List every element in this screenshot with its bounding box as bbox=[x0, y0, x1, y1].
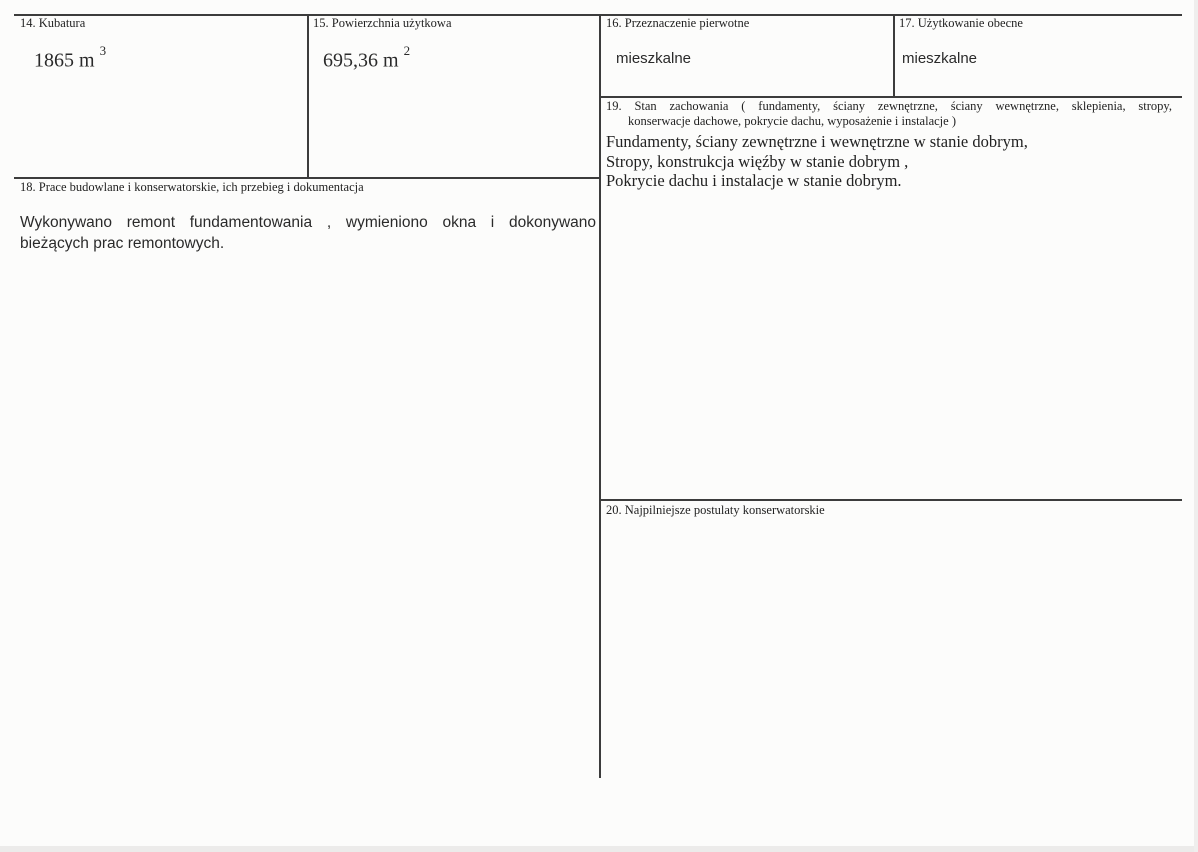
divider-16-17 bbox=[893, 14, 895, 97]
field-18-label: 18. Prace budowlane i konserwatorskie, ich przebieg i dokumentacja bbox=[20, 180, 364, 194]
scan-edge-bottom bbox=[0, 846, 1198, 852]
field-15-unit-exponent: 2 bbox=[403, 43, 411, 58]
field-15-label: 15. Powierzchnia użytkowa bbox=[313, 16, 452, 30]
field-14-label: 14. Kubatura bbox=[20, 16, 86, 30]
field-17-label: 17. Użytkowanie obecne bbox=[899, 16, 1023, 30]
field-19-label-line-1: 19. Stan zachowania ( fundamenty, ściany zewnętrzne, ściany wewnętrzne, sklepienia, stropy, bbox=[606, 99, 1172, 113]
field-20-label: 20. Najpilniejsze postulaty konserwatorskie bbox=[606, 503, 825, 517]
divider-main-column bbox=[599, 14, 601, 778]
field-19-label-line-2: konserwacje dachowe, pokrycie dachu, wyposażenie i instalacje ) bbox=[628, 114, 956, 128]
scan-edge-right bbox=[1194, 0, 1198, 852]
field-16-value: mieszkalne bbox=[616, 50, 692, 67]
field-14-unit-exponent: 3 bbox=[99, 43, 107, 58]
field-18-text-line-1: Wykonywano remont fundamentowania , wymieniono okna i dokonywano bbox=[20, 214, 596, 231]
field-14-number: 1865 m bbox=[34, 49, 95, 72]
field-16-label: 16. Przeznaczenie pierwotne bbox=[606, 16, 750, 30]
rule-under-16-17 bbox=[599, 96, 1182, 98]
field-15-value bbox=[323, 43, 411, 73]
field-19-text-line-3: Pokrycie dachu i instalacje w stanie dobrym. bbox=[606, 171, 902, 190]
field-19-text-line-2: Stropy, konstrukcja więźby w stanie dobrym , bbox=[606, 152, 909, 171]
field-18-text-line-2: bieżących prac remontowych. bbox=[20, 235, 225, 252]
field-15-number: 695,36 m bbox=[323, 49, 399, 72]
field-14-value bbox=[34, 43, 107, 73]
field-17-value: mieszkalne bbox=[902, 50, 978, 67]
divider-14-15 bbox=[307, 14, 309, 178]
rule-above-20 bbox=[599, 499, 1182, 501]
rule-above-18 bbox=[14, 177, 600, 179]
field-19-text-line-1: Fundamenty, ściany zewnętrzne i wewnętrzne w stanie dobrym, bbox=[606, 132, 1028, 151]
